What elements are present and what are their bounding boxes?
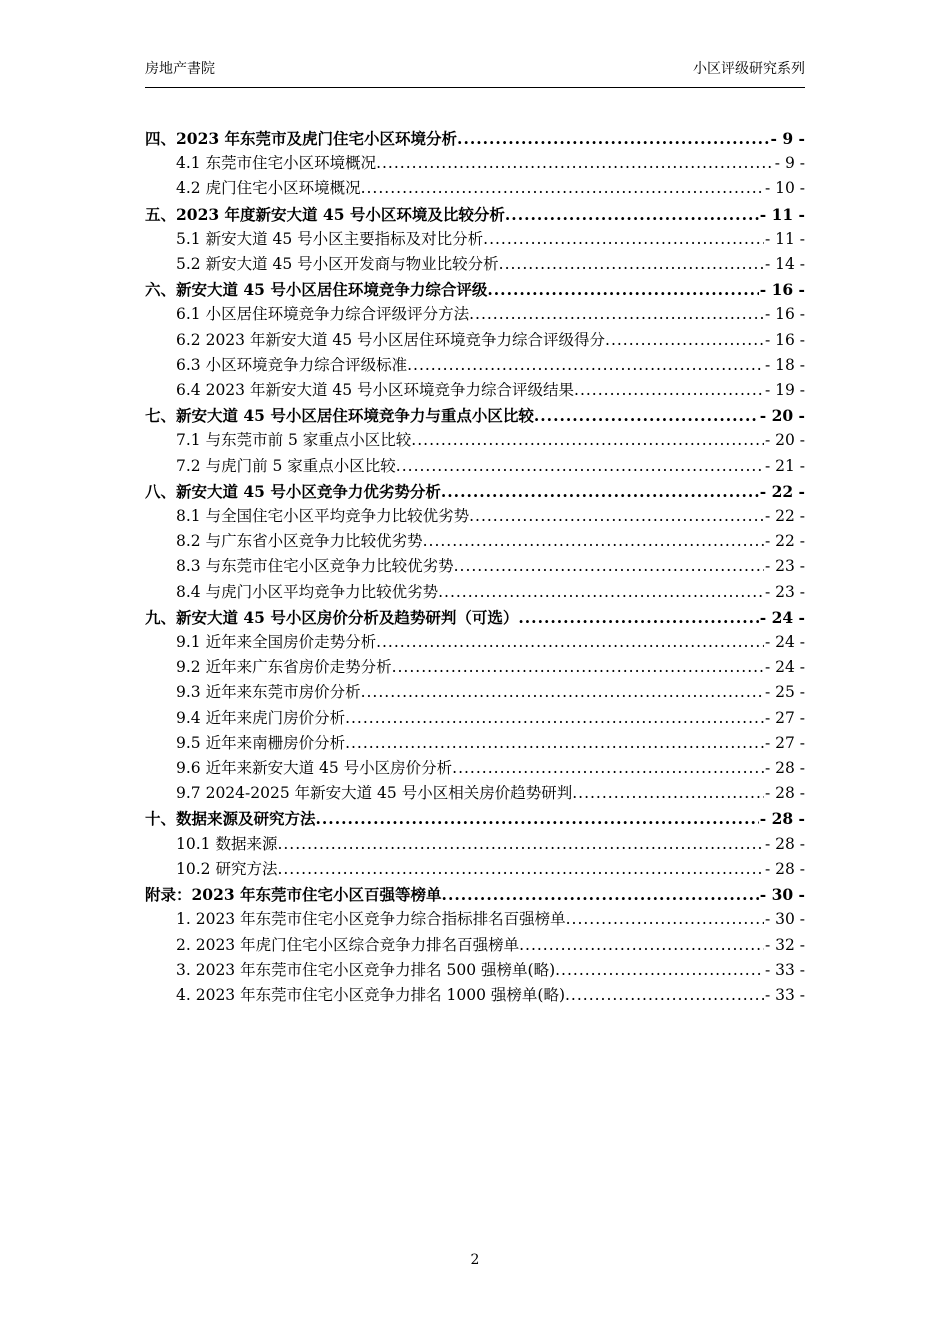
toc-entry-title: 9.3 近年来东莞市房价分析 xyxy=(176,683,361,702)
toc-entry-title: 8.4 与虎门小区平均竞争力比较优劣势 xyxy=(176,582,439,601)
toc-entry-title: 6.3 小区环境竞争力综合评级标准 xyxy=(176,355,408,374)
toc-entry xyxy=(145,504,805,529)
toc-entry xyxy=(145,252,805,277)
toc-entry-page-number: - 24 - xyxy=(764,658,805,677)
header-right-text: 小区评级研究系列 xyxy=(693,61,805,77)
toc-entry xyxy=(145,882,805,907)
toc-entry-page-number: - 14 - xyxy=(764,255,805,274)
toc-entry-page-number: - 9 - xyxy=(774,154,805,173)
toc-list xyxy=(145,126,805,1008)
toc-entry-page-number: - 33 - xyxy=(764,960,805,979)
toc-entry xyxy=(145,479,805,504)
toc-entry xyxy=(145,151,805,176)
toc-leader-dots xyxy=(572,781,764,806)
toc-entry-page-number: - 32 - xyxy=(764,935,805,954)
toc-entry xyxy=(145,958,805,983)
toc-leader-dots xyxy=(452,756,764,781)
toc-leader-dots xyxy=(442,882,759,907)
toc-entry-title: 4.2 虎门住宅小区环境概况 xyxy=(176,179,361,198)
toc-entry xyxy=(145,353,805,378)
toc-leader-dots xyxy=(345,706,764,731)
toc-leader-dots xyxy=(411,428,764,453)
toc-entry-title: 9.2 近年来广东省房价走势分析 xyxy=(176,658,392,677)
toc-entry-page-number: - 30 - xyxy=(759,885,805,905)
page-number: 2 xyxy=(470,1252,480,1268)
toc-entry xyxy=(145,857,805,882)
toc-entry-title: 8.1 与全国住宅小区平均竞争力比较优劣势 xyxy=(176,507,470,526)
toc-entry-title: 9.4 近年来虎门房价分析 xyxy=(176,708,346,727)
toc-entry-title: 4. 2023 年东莞市住宅小区竞争力排名 1000 强榜单(略) xyxy=(176,985,565,1004)
header-left-text: 房地产書院 xyxy=(145,61,215,77)
toc-leader-dots xyxy=(441,479,759,504)
toc-entry-title: 2. 2023 年虎门住宅小区综合竞争力排名百强榜单 xyxy=(176,935,520,954)
toc-leader-dots xyxy=(605,328,764,353)
toc-entry-title: 8.2 与广东省小区竞争力比较优劣势 xyxy=(176,532,423,551)
toc-entry-title: 9.1 近年来全国房价走势分析 xyxy=(176,633,377,652)
page-footer xyxy=(0,1252,950,1268)
toc-leader-dots xyxy=(392,655,764,680)
toc-entry-page-number: - 19 - xyxy=(764,381,805,400)
toc-entry-title: 5.1 新安大道 45 号小区主要指标及对比分析 xyxy=(176,229,484,248)
toc-entry xyxy=(145,706,805,731)
toc-leader-dots xyxy=(316,806,759,831)
toc-entry xyxy=(145,302,805,327)
toc-leader-dots xyxy=(555,958,764,983)
toc-entry-page-number: - 20 - xyxy=(764,431,805,450)
toc-entry xyxy=(145,403,805,428)
toc-entry-page-number: - 23 - xyxy=(764,557,805,576)
toc-entry-title: 十、数据来源及研究方法 xyxy=(145,809,316,829)
toc-entry xyxy=(145,277,805,302)
toc-entry xyxy=(145,454,805,479)
toc-entry-title: 4.1 东莞市住宅小区环境概况 xyxy=(176,154,377,173)
toc-leader-dots xyxy=(499,252,764,277)
toc-entry xyxy=(145,806,805,831)
toc-entry xyxy=(145,202,805,227)
toc-entry-title: 四、2023 年东莞市及虎门住宅小区环境分析 xyxy=(145,129,458,148)
toc-entry-title: 八、新安大道 45 号小区竞争力优劣势分析 xyxy=(145,481,441,501)
toc-entry-page-number: - 22 - xyxy=(759,481,805,501)
toc-leader-dots xyxy=(469,504,764,529)
toc-entry-page-number: - 16 - xyxy=(759,280,805,300)
toc-leader-dots xyxy=(376,630,764,655)
toc-entry-page-number: - 16 - xyxy=(764,330,805,349)
toc-entry-title: 5.2 新安大道 45 号小区开发商与物业比较分析 xyxy=(176,255,499,274)
toc-entry-page-number: - 9 - xyxy=(770,129,805,148)
toc-entry-page-number: - 27 - xyxy=(764,708,805,727)
toc-entry xyxy=(145,630,805,655)
toc-entry-page-number: - 25 - xyxy=(764,683,805,702)
toc-entry-page-number: - 22 - xyxy=(764,507,805,526)
toc-entry-title: 7.2 与虎门前 5 家重点小区比较 xyxy=(176,456,396,475)
toc-leader-dots xyxy=(574,378,764,403)
toc-leader-dots xyxy=(457,126,770,151)
toc-entry xyxy=(145,605,805,630)
toc-leader-dots xyxy=(505,202,759,227)
toc-entry-page-number: - 28 - xyxy=(764,759,805,778)
toc-entry-page-number: - 28 - xyxy=(764,859,805,878)
toc-entry xyxy=(145,983,805,1008)
toc-entry-title: 6.4 2023 年新安大道 45 号小区环境竞争力综合评级结果 xyxy=(176,381,575,400)
toc-entry-title: 3. 2023 年东莞市住宅小区竞争力排名 500 强榜单(略) xyxy=(176,960,556,979)
toc-leader-dots xyxy=(469,302,764,327)
toc-entry-page-number: - 21 - xyxy=(764,456,805,475)
toc-entry-page-number: - 30 - xyxy=(764,910,805,929)
toc-entry xyxy=(145,227,805,252)
toc-leader-dots xyxy=(454,554,764,579)
toc-leader-dots xyxy=(277,832,763,857)
toc-entry xyxy=(145,933,805,958)
toc-entry xyxy=(145,680,805,705)
toc-leader-dots xyxy=(519,933,764,958)
toc-entry-title: 10.1 数据来源 xyxy=(176,834,278,853)
toc-entry-title: 9.6 近年来新安大道 45 号小区房价分析 xyxy=(176,759,453,778)
toc-entry-title: 7.1 与东莞市前 5 家重点小区比较 xyxy=(176,431,412,450)
toc-entry-page-number: - 28 - xyxy=(759,809,805,829)
toc-leader-dots xyxy=(345,731,764,756)
toc-entry xyxy=(145,378,805,403)
toc-entry-title: 9.7 2024-2025 年新安大道 45 号小区相关房价趋势研判 xyxy=(176,784,573,803)
toc-leader-dots xyxy=(566,907,764,932)
toc-entry xyxy=(145,907,805,932)
toc-leader-dots xyxy=(487,277,758,302)
toc-entry-title: 10.2 研究方法 xyxy=(176,859,278,878)
toc-leader-dots xyxy=(534,403,759,428)
toc-entry xyxy=(145,655,805,680)
toc-entry-title: 8.3 与东莞市住宅小区竞争力比较优劣势 xyxy=(176,557,454,576)
toc-entry-title: 七、新安大道 45 号小区居住环境竞争力与重点小区比较 xyxy=(145,406,534,426)
toc-entry-title: 附录：2023 年东莞市住宅小区百强等榜单 xyxy=(145,885,442,905)
toc-entry-page-number: - 18 - xyxy=(764,355,805,374)
toc-leader-dots xyxy=(423,529,764,554)
toc-entry xyxy=(145,126,805,151)
toc-leader-dots xyxy=(376,151,774,176)
toc-leader-dots xyxy=(361,176,764,201)
toc-leader-dots xyxy=(565,983,764,1008)
toc-entry-title: 9.5 近年来南栅房价分析 xyxy=(176,733,346,752)
toc-entry xyxy=(145,731,805,756)
toc-leader-dots xyxy=(483,227,764,252)
toc-leader-dots xyxy=(438,580,764,605)
toc-entry xyxy=(145,428,805,453)
toc-entry-title: 1. 2023 年东莞市住宅小区竞争力综合指标排名百强榜单 xyxy=(176,910,566,929)
toc-entry-page-number: - 27 - xyxy=(764,733,805,752)
toc-entry-page-number: - 11 - xyxy=(759,204,805,224)
toc-leader-dots xyxy=(361,680,764,705)
toc-entry xyxy=(145,176,805,201)
toc-entry-page-number: - 24 - xyxy=(764,633,805,652)
toc-entry-title: 九、新安大道 45 号小区房价分析及趋势研判（可选） xyxy=(145,607,519,627)
toc-leader-dots xyxy=(396,454,764,479)
toc-entry-page-number: - 28 - xyxy=(764,784,805,803)
toc-entry xyxy=(145,832,805,857)
toc-entry xyxy=(145,328,805,353)
toc-entry-title: 6.1 小区居住环境竞争力综合评级评分方法 xyxy=(176,305,470,324)
toc-entry xyxy=(145,756,805,781)
toc-entry-page-number: - 23 - xyxy=(764,582,805,601)
toc-entry-title: 6.2 2023 年新安大道 45 号小区居住环境竞争力综合评级得分 xyxy=(176,330,606,349)
toc-leader-dots xyxy=(518,605,758,630)
toc-entry xyxy=(145,529,805,554)
toc-entry-page-number: - 16 - xyxy=(764,305,805,324)
toc-entry-page-number: - 28 - xyxy=(764,834,805,853)
toc-entry-page-number: - 10 - xyxy=(764,179,805,198)
toc-entry xyxy=(145,781,805,806)
toc-entry-page-number: - 33 - xyxy=(764,985,805,1004)
toc-entry xyxy=(145,580,805,605)
toc-entry-title: 六、新安大道 45 号小区居住环境竞争力综合评级 xyxy=(145,280,488,300)
toc-entry-page-number: - 22 - xyxy=(764,532,805,551)
toc-entry-title: 五、2023 年度新安大道 45 号小区环境及比较分析 xyxy=(145,204,505,224)
toc-leader-dots xyxy=(277,857,763,882)
toc-entry-page-number: - 11 - xyxy=(764,229,805,248)
toc-entry-page-number: - 20 - xyxy=(759,406,805,426)
page-header xyxy=(145,58,805,88)
toc-leader-dots xyxy=(407,353,764,378)
toc-entry-page-number: - 24 - xyxy=(759,607,805,627)
toc-entry xyxy=(145,554,805,579)
